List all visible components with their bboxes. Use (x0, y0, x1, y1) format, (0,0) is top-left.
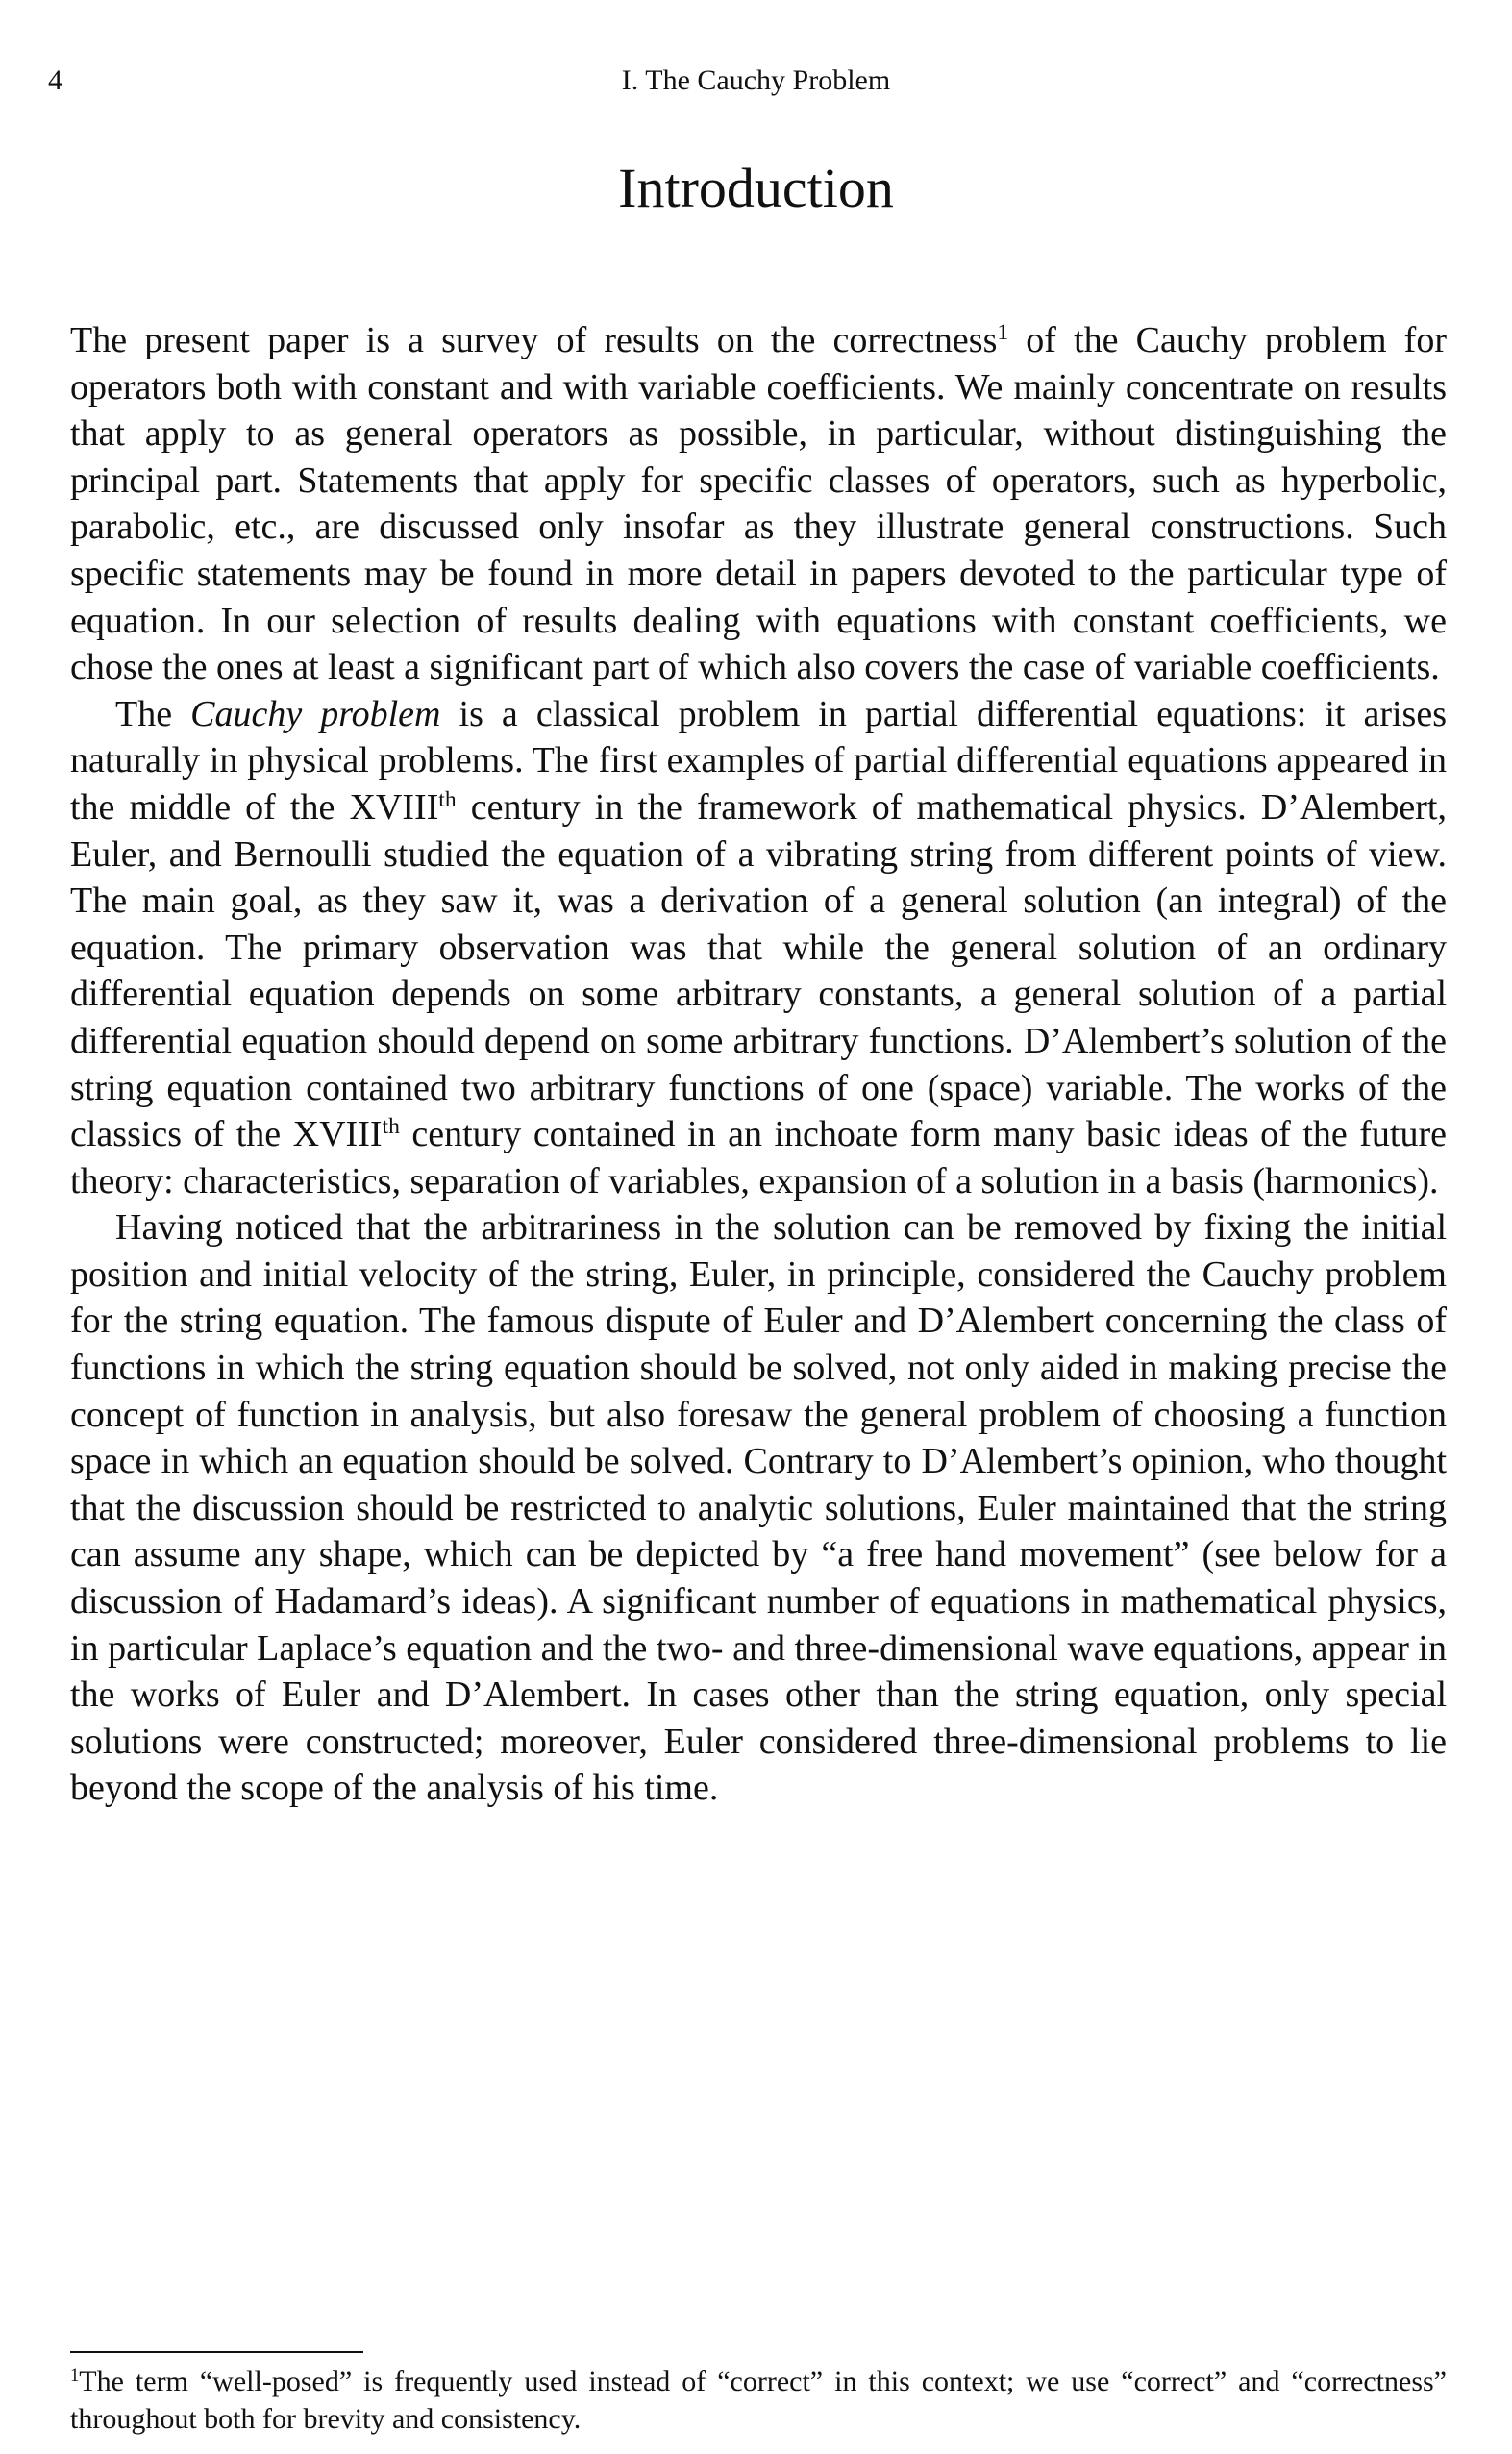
paragraph-1-rest: of the Cauchy problem for operators both with constant and with variable coefficients. We mainly concentrate on results that apply to as general operators as possible, in particular, without distinguishing the principal part. Statements that apply for specific classes of operators, such as hyperbolic, parabolic, etc., are discussed only insofar as they illustrate general constructions. Such specific statements may be found in more detail in papers devoted to the particular type of equation. In our selection of results dealing with equations with constant coefficients, we chose the ones at least a significant part of which also covers the case of variable coefficients. (70, 320, 1447, 688)
paragraph-2-start: The (115, 693, 191, 734)
cauchy-problem-term: Cauchy problem (190, 693, 441, 734)
running-head: I. The Cauchy Problem (621, 64, 891, 96)
footnote-divider (70, 2351, 363, 2353)
paragraph-1 (70, 317, 1447, 691)
paragraph-2-part-b: is a classical problem in partial differential equations: it arises naturally in physical problems. The first examples of partial differential equations appeared in the middle of the XVIII (70, 693, 1448, 828)
century-superscript: th (438, 786, 457, 812)
body-text (70, 317, 1447, 1812)
footnote-marker: 1 (70, 2365, 80, 2386)
paragraph-1-start: The present paper is a survey of results on the correctness (70, 320, 998, 360)
century-superscript: th (382, 1114, 400, 1140)
paragraph-2 (70, 691, 1447, 1205)
paragraph-2-part-d: century contained in an inchoate form many basic ideas of the future theory: characteristics, separation of variables, expansion of a solution in a basis (harmonics). (70, 1114, 1447, 1202)
footnote-reference[interactable]: 1 (997, 320, 1009, 346)
paragraph-2-part-c: century in the framework of mathematical physics. D’Alembert, Euler, and Bernoulli studied the equation of a vibrating string from different points of view. The main goal, as they saw it, was a derivation of a general solution (an integral) of the equation. The primary observation was that while the general solution of an ordinary differential equation depends on some arbitrary constants, a general solution of a partial differential equation should depend on some arbitrary functions. D’Alembert’s solution of the string equation contained two arbitrary functions of one (space) variable. The works of the classics of the XVIII (70, 786, 1447, 1155)
footnote-text: The term “well-posed” is frequently used instead of “correct” in this context; we use “correct” and “correctness” throughout both for brevity and consistency. (70, 2366, 1447, 2435)
footnote (70, 2363, 1447, 2438)
section-title: Introduction (618, 157, 894, 219)
paragraph-3: Having noticed that the arbitrariness in the solution can be removed by fixing the initial position and initial velocity of the string, Euler, in principle, considered the Cauchy problem for the string equation. The famous dispute of Euler and D’Alembert concerning the class of functions in which the string equation should be solved, not only aided in making precise the concept of function in analysis, but also foresaw the general problem of choosing a function space in which an equation should be solved. Contrary to D’Alembert’s opinion, who thought that the discussion should be restricted to analytic solutions, Euler maintained that the string can assume any shape, which can be depicted by “a free hand movement” (see below for a discussion of Hadamard’s ideas). A significant number of equations in mathematical physics, in particular Laplace’s equation and the two- and three-dimensional wave equations, appear in the works of Euler and D’Alembert. In cases other than the string equation, only special solutions were constructed; moreover, Euler considered three-dimensional problems to lie beyond the scope of the analysis of his time. (70, 1207, 1447, 1809)
page-number: 4 (48, 64, 62, 96)
